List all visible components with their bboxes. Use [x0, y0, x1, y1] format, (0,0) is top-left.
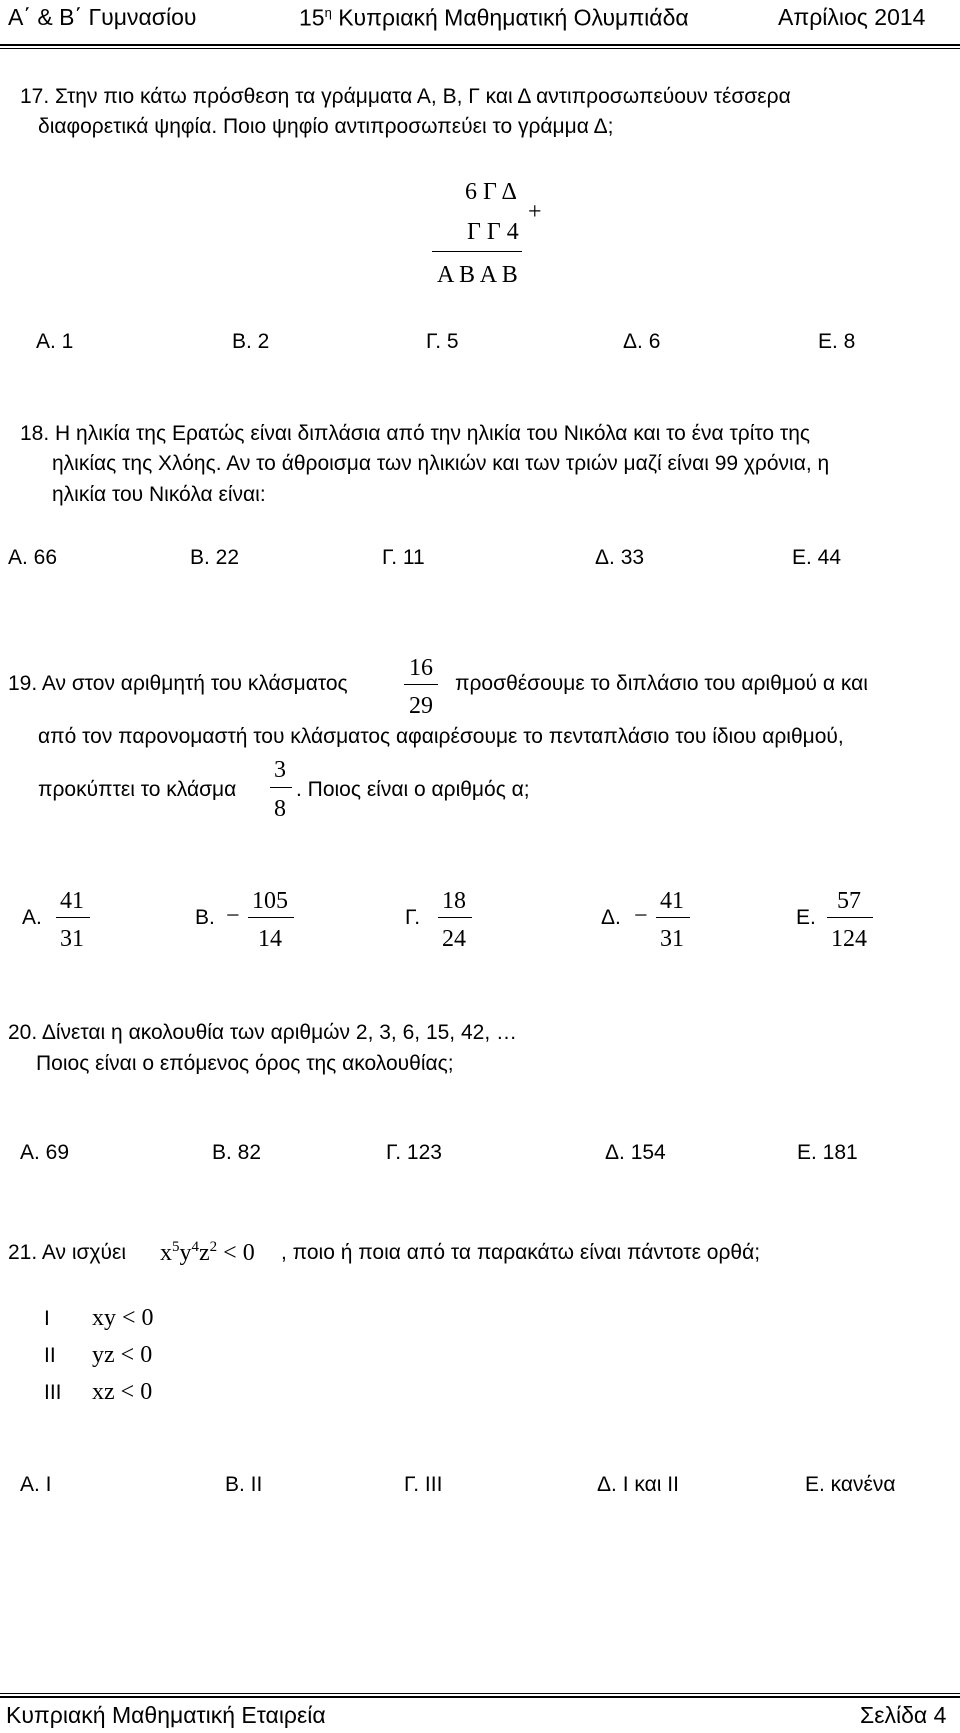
q17-sum-line [432, 251, 522, 252]
q19-option-a-bar [56, 917, 90, 918]
q20-option-a[interactable]: Α. 69 [20, 1141, 70, 1164]
q19-frac2-numerator: 3 [274, 757, 286, 783]
q18-line1: 18. Η ηλικία της Ερατώς είναι διπλάσια από την ηλικία του Νικόλα και το ένα τρίτο της [20, 422, 811, 445]
q19-option-c-denominator: 24 [442, 926, 466, 952]
q21-statement-1-expr: xy < 0 [92, 1305, 154, 1331]
q19-option-e-denominator: 124 [831, 926, 867, 952]
q18-line2: ηλικίας της Χλόης. Αν το άθροισμα των ηλικιών και των τριών μαζί είναι 99 χρόνια, η [52, 452, 830, 475]
q17-line2: διαφορετικά ψηφία. Ποιο ψηφίο αντιπροσωπεύει το γράμμα Δ; [38, 115, 614, 138]
q17-option-c[interactable]: Γ. 5 [426, 330, 459, 353]
q19-option-a-denominator: 31 [60, 926, 84, 952]
q19-frac1-numerator: 16 [409, 655, 433, 681]
q21-option-d[interactable]: Δ. I και II [597, 1473, 679, 1496]
q19-option-e-label: Ε. [796, 906, 816, 929]
q21-option-b[interactable]: Β. II [225, 1473, 263, 1496]
q21-statement-1-roman: I [44, 1307, 50, 1330]
q21-inequality [160, 1240, 255, 1265]
q21-var-z: z [199, 1240, 210, 1266]
header-left: Α΄ & Β΄ Γυμνασίου [8, 4, 197, 30]
header-center-rest: Κυπριακή Μαθηματική Ολυμπιάδα [331, 4, 689, 31]
q21-var-x: x [160, 1240, 172, 1266]
q21-relation: < 0 [217, 1240, 255, 1266]
q17-addend2: Γ Γ 4 [467, 219, 519, 245]
q18-option-b[interactable]: Β. 22 [190, 546, 240, 569]
q17-line1: 17. Στην πιο κάτω πρόσθεση τα γράμματα Α, Β, Γ και Δ αντιπροσωπεύουν τέσσερα [20, 85, 791, 108]
q18-option-e[interactable]: Ε. 44 [792, 546, 842, 569]
q19-option-a-numerator: 41 [60, 888, 84, 914]
q20-option-d[interactable]: Δ. 154 [605, 1141, 666, 1164]
q19-option-b-numerator: 105 [252, 888, 288, 914]
q17-addend1: 6 Γ Δ [465, 179, 517, 205]
q18-line3: ηλικία του Νικόλα είναι: [52, 483, 266, 506]
header-center [299, 6, 689, 30]
q21-exp-y: 4 [191, 1239, 199, 1255]
q19-option-d-numerator: 41 [660, 888, 684, 914]
q17-sum: Α Β Α Β [437, 262, 518, 288]
q21-exp-x: 5 [172, 1239, 180, 1255]
q19-frac2-denominator: 8 [274, 796, 286, 822]
q19-option-d-sign: − [634, 903, 648, 929]
q21-exp-z: 2 [209, 1239, 218, 1255]
q19-option-c-label: Γ. [405, 906, 421, 929]
q19-option-b-sign: − [226, 903, 240, 929]
q21-option-c[interactable]: Γ. III [404, 1473, 443, 1496]
q19-frac1-bar [404, 684, 438, 685]
q18-option-d[interactable]: Δ. 33 [595, 546, 645, 569]
q19-line3-prefix: προκύπτει το κλάσμα [38, 778, 237, 801]
q19-option-b-denominator: 14 [258, 926, 282, 952]
q19-option-e-numerator: 57 [837, 888, 861, 914]
header-center-sup: η [324, 5, 332, 20]
q19-option-b-label: Β. [195, 906, 215, 929]
q19-frac2-bar [270, 787, 292, 788]
q20-option-c[interactable]: Γ. 123 [386, 1141, 442, 1164]
q19-option-d-denominator: 31 [660, 926, 684, 952]
q18-option-c[interactable]: Γ. 11 [382, 546, 425, 569]
q19-line1-prefix: 19. Αν στον αριθμητή του κλάσματος [8, 672, 348, 695]
header-right: Απρίλιος 2014 [778, 4, 926, 30]
q19-line1-suffix: προσθέσουμε το διπλάσιο του αριθμού α και [455, 672, 868, 695]
q17-option-b[interactable]: Β. 2 [232, 330, 270, 353]
q18-option-a[interactable]: Α. 66 [8, 546, 58, 569]
q21-statement-3-roman: III [44, 1381, 62, 1404]
q19-option-d-label: Δ. [601, 906, 621, 929]
q21-statement-3-expr: xz < 0 [92, 1379, 153, 1405]
q21-prefix: 21. Αν ισχύει [8, 1241, 126, 1264]
footer-left: Κυπριακή Μαθηματική Εταιρεία [6, 1702, 326, 1728]
q17-option-a[interactable]: Α. 1 [36, 330, 74, 353]
q20-option-b[interactable]: Β. 82 [212, 1141, 262, 1164]
footer-page-number: Σελίδα 4 [860, 1702, 947, 1728]
q21-statement-2-roman: II [44, 1344, 56, 1367]
q19-option-a-label: Α. [22, 906, 42, 929]
q21-var-y: y [179, 1240, 192, 1266]
q21-option-e[interactable]: Ε. κανένα [805, 1473, 896, 1496]
q21-option-a[interactable]: Α. I [20, 1473, 52, 1496]
q19-option-d-bar [656, 917, 690, 918]
q19-option-c-numerator: 18 [442, 888, 466, 914]
header-center-number: 15 [299, 4, 325, 31]
q21-statement-2-expr: yz < 0 [92, 1342, 153, 1368]
q20-option-e[interactable]: Ε. 181 [797, 1141, 858, 1164]
q17-option-d[interactable]: Δ. 6 [623, 330, 661, 353]
header-rule-thin [0, 48, 960, 49]
header-rule [0, 44, 960, 46]
q20-line2: Ποιος είναι ο επόμενος όρος της ακολουθίας; [36, 1052, 454, 1075]
footer-rule-thin [0, 1693, 960, 1694]
q17-option-e[interactable]: Ε. 8 [818, 330, 856, 353]
footer-rule [0, 1696, 960, 1698]
q20-line1: 20. Δίνεται η ακολουθία των αριθμών 2, 3, 6, 15, 42, … [8, 1021, 517, 1044]
q19-option-c-bar [438, 917, 472, 918]
q19-line3-suffix: . Ποιος είναι ο αριθμός α; [296, 778, 530, 801]
q21-suffix: , ποιο ή ποια από τα παρακάτω είναι πάντοτε ορθά; [281, 1241, 761, 1264]
q17-plus-sign: + [528, 199, 542, 225]
q19-frac1-denominator: 29 [409, 693, 433, 719]
q19-option-e-bar [827, 917, 873, 918]
q19-line2: από τον παρονομαστή του κλάσματος αφαιρέσουμε το πενταπλάσιο του ίδιου αριθμού, [38, 725, 844, 748]
q19-option-b-bar [248, 917, 294, 918]
